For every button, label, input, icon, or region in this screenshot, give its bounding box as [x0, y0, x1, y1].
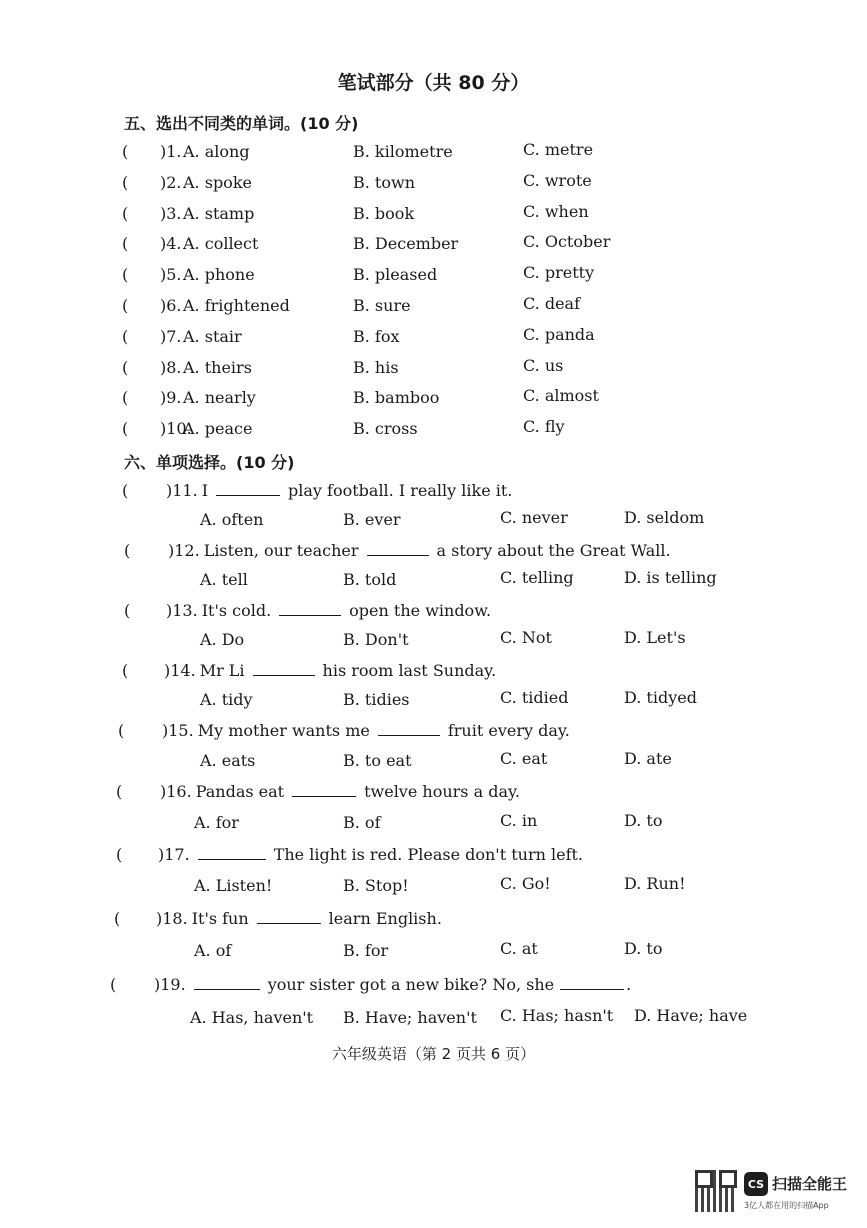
- option-d: D. tidyed: [624, 688, 697, 707]
- stem-before-blank: Pandas eat: [195, 782, 285, 801]
- option-b: B. pleased: [353, 265, 438, 285]
- option-c: C. metre: [523, 140, 594, 159]
- answer-paren: (: [122, 172, 129, 192]
- option-a: A. Do: [200, 630, 245, 649]
- option-b: B. bamboo: [353, 388, 440, 408]
- qr-code-icon: [695, 1170, 737, 1212]
- stem-after-blank: fruit every day.: [447, 721, 570, 740]
- answer-paren: (: [124, 541, 131, 560]
- question-number: )9.: [160, 388, 182, 408]
- option-c: C. Go!: [500, 874, 551, 893]
- question-number: )13.: [166, 601, 198, 620]
- option-c: C. telling: [500, 568, 574, 587]
- option-d: D. ate: [624, 749, 672, 768]
- stem-after-blank: play football. I really like it.: [288, 481, 513, 500]
- option-c: C. pretty: [523, 263, 595, 283]
- answer-paren: (: [118, 721, 125, 740]
- option-b: B. December: [353, 234, 459, 254]
- stem-before-blank: My mother wants me: [197, 721, 370, 740]
- option-c: C. fly: [523, 417, 565, 437]
- option-a: A. for: [194, 813, 239, 832]
- option-a: A. stamp: [183, 203, 255, 223]
- option-a: A. phone: [183, 265, 255, 285]
- option-b: B. fox: [353, 326, 400, 346]
- answer-paren: (: [122, 142, 129, 161]
- question-number: )18.: [156, 909, 188, 928]
- option-d: D. seldom: [624, 508, 705, 527]
- option-d: D. to: [624, 811, 663, 830]
- answer-paren: (: [122, 357, 129, 377]
- answer-blank: [216, 481, 280, 496]
- answer-paren: (: [116, 845, 123, 864]
- question-number: )12.: [168, 541, 200, 560]
- option-b: B. tidies: [343, 690, 410, 709]
- option-b: B. his: [353, 357, 399, 377]
- stem-before-blank: It's fun: [191, 909, 249, 928]
- stem-after-blank: learn English.: [328, 909, 442, 928]
- option-a: A. often: [200, 510, 264, 529]
- question-number: )4.: [160, 234, 182, 254]
- option-a: A. Has, haven't: [190, 1008, 314, 1027]
- option-a: A. spoke: [183, 172, 252, 192]
- option-b: B. Stop!: [343, 876, 409, 895]
- answer-paren: (: [122, 265, 129, 285]
- question-number: )6.: [160, 296, 182, 315]
- option-b: B. sure: [353, 296, 411, 315]
- option-a: A. eats: [200, 751, 256, 770]
- stem-before-blank: Mr Li: [199, 661, 245, 680]
- question-number: )5.: [160, 265, 182, 285]
- question-number: )2.: [160, 172, 182, 192]
- question-number: )11.: [166, 481, 198, 500]
- option-b: B. town: [353, 172, 415, 192]
- answer-paren: (: [114, 909, 121, 928]
- question-stem: [166, 601, 491, 620]
- option-a: A. along: [183, 142, 250, 161]
- option-c: C. at: [500, 939, 538, 958]
- option-b: B. kilometre: [353, 142, 453, 161]
- scanner-app-name: 扫描全能王: [772, 1175, 848, 1193]
- section-six-heading: 六、单项选择。(10 分): [124, 453, 295, 472]
- stem-before-blank: I: [201, 481, 209, 500]
- stem-before-blank: Listen, our teacher: [203, 541, 359, 560]
- option-b: B. ever: [343, 510, 401, 529]
- option-c: C. wrote: [523, 170, 592, 190]
- camscanner-logo-icon: CS: [744, 1172, 768, 1196]
- option-a: A. tell: [200, 570, 248, 589]
- page-footer: 六年级英语（第 2 页共 6 页）: [331, 1045, 536, 1063]
- question-stem: [154, 975, 631, 994]
- option-c: C. Has; hasn't: [500, 1006, 614, 1025]
- question-number: )7.: [160, 326, 182, 346]
- option-d: D. Run!: [624, 874, 686, 893]
- option-b: B. to eat: [343, 751, 412, 770]
- answer-paren: (: [110, 975, 117, 994]
- question-number: )15.: [162, 721, 194, 740]
- option-c: C. Not: [500, 628, 552, 647]
- option-a: A. frightened: [183, 296, 290, 315]
- answer-blank: [253, 661, 315, 676]
- question-stem: [156, 909, 442, 928]
- option-c: C. deaf: [523, 294, 581, 313]
- option-d: D. Have; have: [634, 1006, 748, 1025]
- question-stem: [164, 661, 496, 680]
- option-a: A. collect: [183, 234, 259, 254]
- answer-paren: (: [122, 234, 129, 254]
- answer-paren: (: [122, 388, 129, 408]
- option-d: D. to: [624, 939, 663, 958]
- option-b: B. Don't: [343, 630, 409, 649]
- question-number: )17.: [158, 845, 190, 864]
- answer-paren: (: [122, 661, 129, 680]
- option-d: D. Let's: [624, 628, 686, 647]
- option-a: A. nearly: [183, 388, 256, 408]
- scanner-tagline: 3亿人都在用的扫描App: [744, 1201, 829, 1210]
- answer-blank: [560, 975, 624, 990]
- option-b: B. of: [343, 813, 381, 832]
- question-number: )1.: [160, 142, 182, 161]
- option-a: A. Listen!: [194, 876, 273, 895]
- stem-after-blank: twelve hours a day.: [364, 782, 520, 801]
- section-five-heading: 五、选出不同类的单词。(10 分): [124, 114, 359, 133]
- option-b: B. Have; haven't: [343, 1008, 477, 1027]
- answer-blank: [198, 845, 266, 860]
- answer-paren: (: [116, 782, 123, 801]
- answer-blank: [292, 782, 356, 797]
- question-number: )14.: [164, 661, 196, 680]
- answer-paren: (: [122, 419, 129, 439]
- question-stem: [160, 782, 520, 801]
- option-d: D. is telling: [624, 568, 717, 587]
- option-c: C. eat: [500, 749, 548, 768]
- answer-paren: (: [124, 601, 131, 620]
- question-number: )8.: [160, 357, 182, 377]
- option-c: C. never: [500, 508, 568, 527]
- option-a: A. theirs: [183, 357, 252, 377]
- option-b: B. book: [353, 203, 415, 223]
- option-c: C. panda: [523, 324, 595, 344]
- option-a: A. stair: [183, 326, 242, 346]
- answer-paren: (: [122, 296, 129, 315]
- question-number: )16.: [160, 782, 192, 801]
- answer-blank: [378, 721, 440, 736]
- stem-after-blank: a story about the Great Wall.: [436, 541, 671, 560]
- answer-paren: (: [122, 481, 129, 500]
- stem-end: .: [626, 975, 632, 994]
- option-c: C. October: [523, 232, 611, 252]
- question-stem: [168, 541, 671, 560]
- question-stem: [162, 721, 570, 740]
- answer-blank: [194, 975, 260, 990]
- stem-after-blank: open the window.: [349, 601, 492, 620]
- option-a: A. peace: [183, 419, 253, 439]
- option-c: C. in: [500, 811, 538, 830]
- option-b: B. cross: [353, 419, 418, 439]
- answer-paren: (: [122, 203, 129, 223]
- answer-blank: [257, 909, 321, 924]
- page-title: 笔试部分（共 80 分）: [337, 72, 530, 94]
- stem-after-blank: his room last Sunday.: [322, 661, 497, 680]
- answer-blank: [279, 601, 341, 616]
- stem-before-blank: It's cold.: [201, 601, 272, 620]
- option-c: C. almost: [523, 386, 599, 406]
- answer-blank: [367, 541, 429, 556]
- question-number: )19.: [154, 975, 186, 994]
- option-b: B. told: [343, 570, 397, 589]
- option-b: B. for: [343, 941, 389, 960]
- option-c: C. us: [523, 355, 564, 375]
- question-stem: [166, 481, 512, 500]
- stem-after-blank: your sister got a new bike? No, she: [267, 975, 555, 994]
- stem-after-blank: The light is red. Please don't turn left.: [273, 845, 584, 864]
- question-number: )3.: [160, 203, 182, 223]
- question-stem: [158, 845, 583, 864]
- option-a: A. tidy: [200, 690, 253, 709]
- option-a: A. of: [194, 941, 232, 960]
- option-c: C. when: [523, 201, 589, 221]
- question-number: )10.: [160, 419, 192, 439]
- answer-paren: (: [122, 326, 129, 346]
- option-c: C. tidied: [500, 688, 569, 707]
